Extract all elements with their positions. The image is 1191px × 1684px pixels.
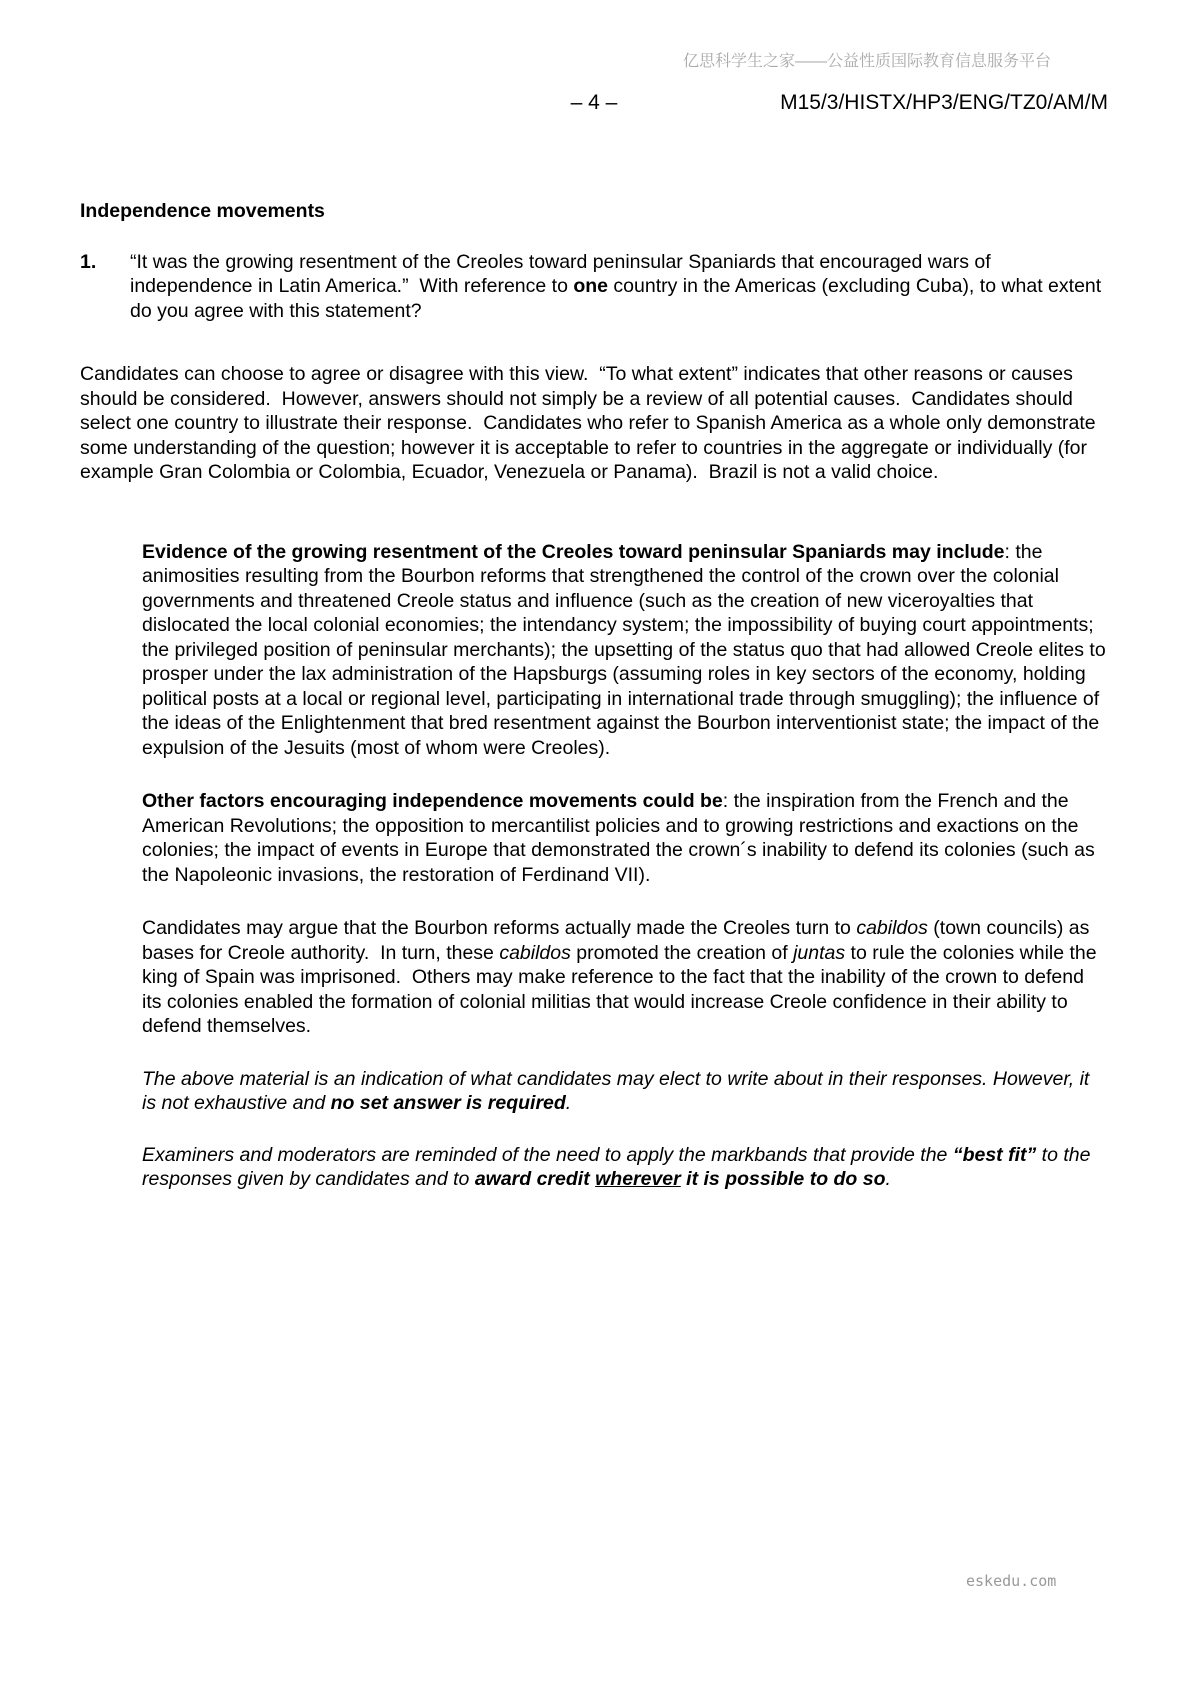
paragraph-cabildos-argument: [142, 916, 1108, 1039]
text-run: : the inspiration from the French and the American Revolutions; the opposition to mercantilist policies and to growing restrictions and exactions on the colonies; the impact of events in Europe that demonstrated the crown´s inability to defend its colonies (such as the Napoleonic invasions, the restoration of Ferdinand VII).: [142, 790, 1101, 886]
text-run: cabildos: [499, 941, 571, 964]
question-number: 1.: [80, 250, 97, 273]
text-run: .: [885, 1168, 891, 1190]
text-run: to rule the colonies while the king of Spain was imprisoned. Others may make reference to the fact that the inability of the crown to defend its colonies enabled the formation of colonial militias that would increase Creole confidence in their ability to defend themselves.: [142, 941, 1103, 1037]
text-run: Other factors encouraging independence movements could be: [142, 790, 723, 812]
text-run: country in the Americas (excluding Cuba), to what extent do you agree with this statement?: [130, 275, 1107, 322]
text-run: one: [573, 275, 609, 297]
text-run: Candidates may argue that the Bourbon reforms actually made the Creoles turn to: [142, 917, 857, 939]
document-code: M15/3/HISTX/HP3/ENG/TZ0/AM/M: [780, 91, 1108, 114]
paragraph-other-factors: [142, 789, 1108, 887]
text-run: .: [565, 1092, 572, 1114]
text-run: “best fit”: [952, 1143, 1037, 1166]
text-run: The above material is an indication of what candidates may elect to write about in their responses. However, it is not exhaustive and: [142, 1067, 1095, 1114]
page-number: – 4 –: [570, 91, 618, 114]
markscheme-paragraphs: [80, 362, 1112, 1192]
footer-watermark: eskedu.com: [966, 1572, 1057, 1590]
markscheme-content: [80, 199, 1112, 1192]
text-run: Evidence of the growing resentment of the Creoles toward peninsular Spaniards may include: [142, 540, 1005, 563]
text-run: to the responses given by candidates and to: [142, 1143, 1096, 1190]
text-run: cabildos: [856, 917, 928, 939]
text-run: promoted the creation of: [570, 941, 794, 964]
text-run: : the animosities resulting from the Bourbon reforms that strengthened the control of the crown over the colonial governments and threatened Creole status and influence (such as the creation of new viceroyalties that dislocated the local colonial economies; the intendancy system; the impossibility of buying court appointments; the privileged position of peninsular merchants); the upsetting of the status quo that had allowed Creole elites to prosper under the lax administration of the Hapsburgs (assuming roles in key sectors of the economy, holding political posts at a local or regional level, participating in international trade through smuggling); the influence of the ideas of the Enlightenment that bred resentment against the Bourbon interventionist state; the impact of the expulsion of the Jesuits (most of whom were Creoles).: [142, 540, 1112, 759]
text-run: Candidates can choose to agree or disagree with this view. “To what extent” indicates that other reasons or causes should be considered. However, answers should not simply be a review of all potential causes. Candidates should select one country to illustrate their response. Candidates who refer to Spanish America as a whole only demonstrate some understanding of the question; however it is acceptable to refer to countries in the aggregate or individually (for example Gran Colombia or Colombia, Ecuador, Venezuela or Panama). Brazil is not a valid choice.: [80, 363, 1102, 483]
paragraph-guidance-intro: [80, 362, 1108, 485]
question-text: [130, 250, 1108, 324]
paragraph-examiners-reminder: [142, 1143, 1108, 1192]
text-run: it is possible to do so: [680, 1168, 886, 1190]
text-run: juntas: [793, 941, 846, 964]
text-run: wherever: [595, 1168, 681, 1190]
paragraph-evidence-of-resentment: [142, 540, 1112, 761]
top-watermark: 亿思科学生之家——公益性质国际教育信息服务平台: [683, 53, 1052, 70]
text-run: award credit: [474, 1168, 596, 1190]
section-heading: Independence movements: [80, 200, 325, 222]
page-header: [80, 90, 1108, 116]
paragraph-no-set-answer-note: [142, 1067, 1108, 1116]
question-1: [80, 250, 1108, 324]
text-run: (town councils) as bases for Creole authority. In turn, these: [142, 917, 1095, 964]
text-run: “It was the growing resentment of the Creoles toward peninsular Spaniards that encouraged wars of independence in Latin America.” With reference to: [130, 250, 997, 297]
text-run: Examiners and moderators are reminded of the need to apply the markbands that provide the: [142, 1143, 953, 1166]
text-run: no set answer is required: [330, 1092, 566, 1114]
